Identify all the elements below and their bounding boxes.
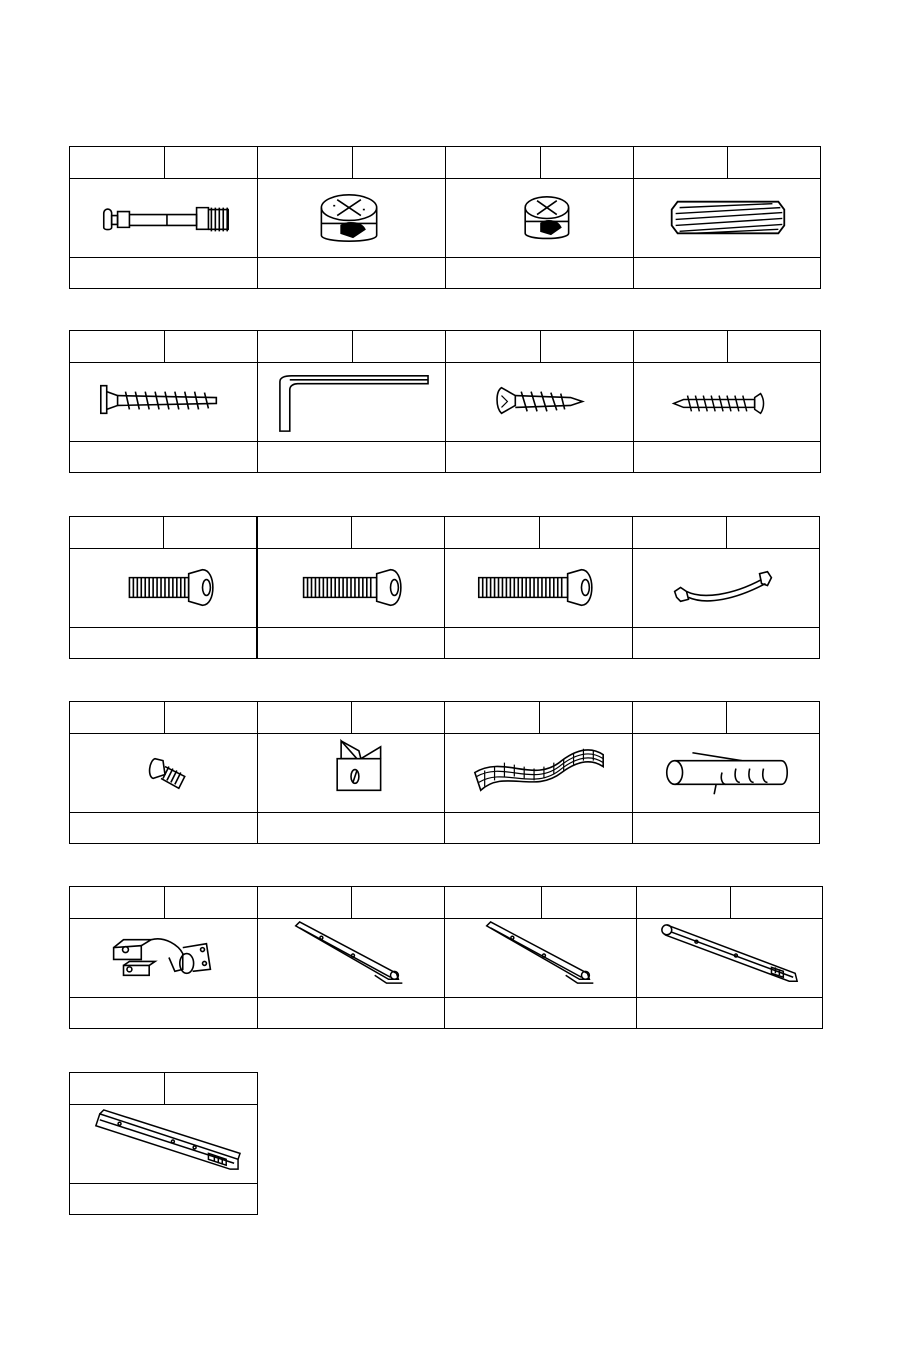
part-quantity: [727, 331, 820, 362]
part-description: [70, 997, 257, 1028]
part-description: [445, 812, 632, 843]
drawer-runner-right-icon: [445, 918, 636, 997]
part-card: [445, 330, 634, 473]
part-card: [69, 516, 257, 659]
part-card: [69, 886, 258, 1029]
part-description: [445, 997, 636, 1028]
countersunk-screw-short-icon: [446, 362, 633, 441]
hinge-icon: [70, 918, 257, 997]
short-bolt-icon: [70, 733, 257, 812]
part-code: [70, 702, 164, 733]
part-description: [258, 441, 445, 472]
part-code: [70, 1073, 164, 1104]
part-quantity: [164, 147, 258, 178]
part-quantity: [540, 147, 634, 178]
part-card: [632, 516, 820, 659]
part-description: [633, 812, 819, 843]
drawer-slide-icon: [637, 918, 822, 997]
part-description: [258, 627, 444, 658]
part-description: [258, 812, 444, 843]
mesh-strip-icon: [445, 733, 632, 812]
part-quantity: [352, 331, 446, 362]
part-code: [633, 517, 726, 548]
cam-lock-large-icon: [258, 178, 445, 257]
part-card: [69, 146, 258, 289]
part-quantity: [351, 702, 444, 733]
part-code: [70, 331, 164, 362]
part-description: [634, 257, 820, 288]
part-code: [446, 147, 540, 178]
part-code: [70, 887, 164, 918]
part-quantity: [164, 887, 258, 918]
part-quantity: [351, 517, 444, 548]
part-card: [257, 886, 445, 1029]
part-description: [637, 997, 822, 1028]
part-quantity: [164, 702, 258, 733]
part-quantity: [163, 517, 256, 548]
part-card: [69, 1072, 258, 1215]
part-card: [257, 330, 446, 473]
part-description: [445, 627, 632, 658]
part-quantity: [539, 517, 633, 548]
part-code: [258, 331, 352, 362]
part-code: [637, 887, 730, 918]
part-quantity: [164, 331, 258, 362]
part-code: [634, 331, 727, 362]
allen-key-icon: [258, 362, 445, 441]
pan-head-bolt-long-icon: [445, 548, 632, 627]
part-code: [634, 147, 727, 178]
part-card: [257, 701, 445, 844]
part-code: [445, 702, 539, 733]
part-code: [70, 517, 163, 548]
part-card: [69, 701, 258, 844]
part-quantity: [540, 331, 634, 362]
part-description: [258, 997, 444, 1028]
part-card: [445, 146, 634, 289]
wall-plug-icon: [633, 733, 819, 812]
pan-head-bolt-icon: [70, 548, 256, 627]
part-description: [70, 441, 257, 472]
part-card: [69, 330, 258, 473]
part-code: [445, 517, 539, 548]
part-description: [634, 441, 820, 472]
part-card: [257, 146, 446, 289]
part-description: [70, 1183, 257, 1214]
part-quantity: [727, 147, 820, 178]
part-card: [257, 516, 445, 659]
part-description: [70, 812, 257, 843]
part-code: [258, 147, 352, 178]
part-code: [70, 147, 164, 178]
pan-head-bolt-icon: [258, 548, 444, 627]
part-quantity: [730, 887, 823, 918]
part-card: [633, 146, 821, 289]
part-card: [444, 701, 633, 844]
part-card: [636, 886, 823, 1029]
part-code: [446, 331, 540, 362]
part-description: [70, 257, 257, 288]
part-quantity: [351, 887, 444, 918]
cam-bolt-icon: [70, 178, 257, 257]
countersunk-screw-long-icon: [634, 362, 820, 441]
cam-lock-small-icon: [446, 178, 633, 257]
drawer-runner-left-icon: [258, 918, 444, 997]
part-quantity: [726, 517, 819, 548]
part-code: [258, 887, 351, 918]
part-quantity: [541, 887, 637, 918]
part-code: [258, 517, 351, 548]
corner-block-icon: [258, 733, 444, 812]
part-code: [633, 702, 726, 733]
part-description: [446, 441, 633, 472]
wooden-dowel-icon: [634, 178, 820, 257]
part-card: [444, 516, 633, 659]
confirmat-screw-icon: [70, 362, 257, 441]
part-description: [70, 627, 256, 658]
part-code: [445, 887, 541, 918]
part-description: [633, 627, 819, 658]
part-description: [258, 257, 445, 288]
part-quantity: [352, 147, 446, 178]
part-description: [446, 257, 633, 288]
part-card: [444, 886, 637, 1029]
part-card: [633, 330, 821, 473]
handle-icon: [633, 548, 819, 627]
part-code: [258, 702, 351, 733]
part-quantity: [539, 702, 633, 733]
drawer-slide-long-icon: [70, 1104, 257, 1183]
part-card: [632, 701, 820, 844]
part-quantity: [726, 702, 819, 733]
part-quantity: [164, 1073, 258, 1104]
